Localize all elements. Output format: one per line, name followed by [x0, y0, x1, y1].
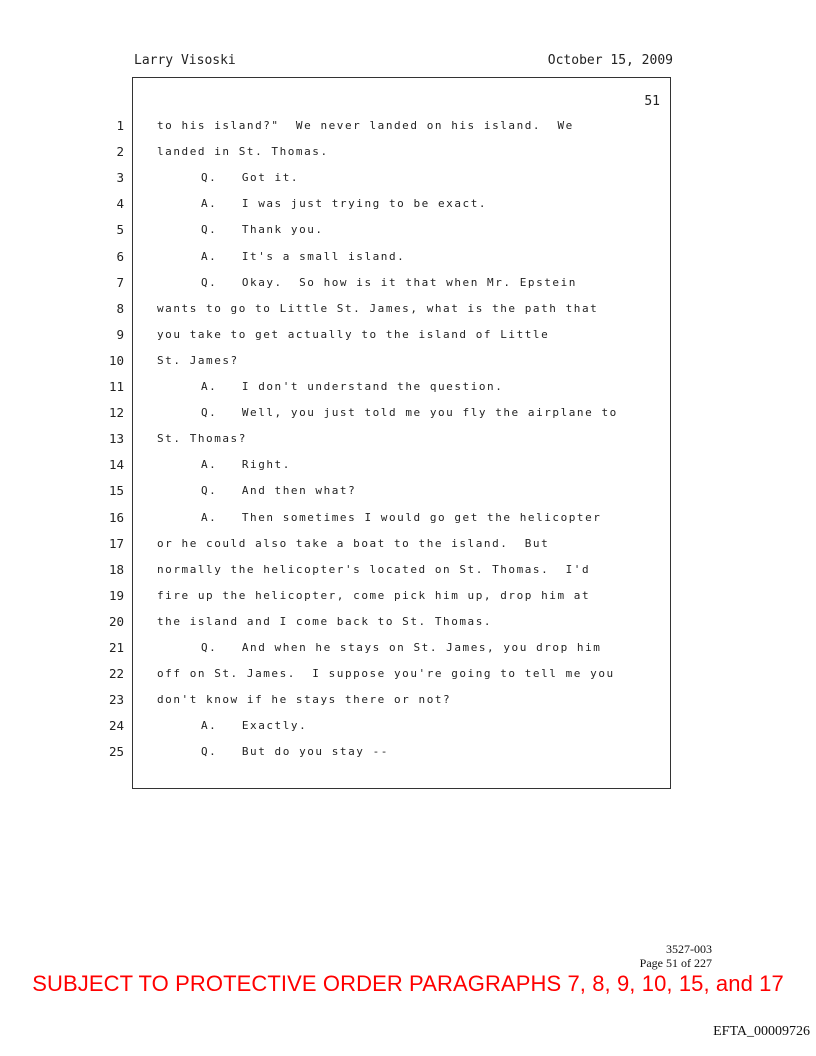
transcript-line-text: to his island?" We never landed on his island. We	[157, 119, 574, 132]
line-number: 22	[108, 666, 124, 681]
line-number: 12	[108, 405, 124, 420]
protective-order-notice: SUBJECT TO PROTECTIVE ORDER PARAGRAPHS 7, 8, 9, 10, 15, and 17	[32, 971, 784, 996]
line-number: 25	[108, 744, 124, 759]
line-number: 3	[116, 170, 124, 185]
bates-number: EFTA_00009726	[713, 1024, 810, 1039]
transcript-line-text: normally the helicopter's located on St. Thomas. I'd	[157, 563, 591, 576]
transcript-line-text: Q. But do you stay --	[201, 745, 389, 758]
line-number: 19	[108, 588, 124, 603]
page-of-count: Page 51 of 227	[639, 956, 712, 970]
transcript-line-text: Q. Thank you.	[201, 223, 324, 236]
case-number: 3527-003	[666, 942, 712, 956]
deposition-date: October 15, 2009	[547, 53, 673, 68]
transcript-line-text: don't know if he stays there or not?	[157, 693, 452, 706]
transcript-line-text: wants to go to Little St. James, what is the path that	[157, 302, 599, 315]
transcript-line-text: the island and I come back to St. Thomas.	[157, 615, 493, 628]
transcript-line-text: A. Exactly.	[201, 719, 308, 732]
line-number: 20	[108, 614, 124, 629]
line-number: 24	[108, 718, 124, 733]
line-number: 11	[108, 379, 124, 394]
line-number: 14	[108, 457, 124, 472]
line-number: 16	[108, 510, 124, 525]
transcript-line-text: fire up the helicopter, come pick him up, drop him at	[157, 589, 591, 602]
line-number: 8	[116, 301, 124, 316]
transcript-line-text: Q. Well, you just told me you fly the airplane to	[201, 406, 618, 419]
footer-reference	[640, 942, 712, 970]
transcript-line-text: Q. And then what?	[201, 484, 357, 497]
line-number: 9	[116, 327, 124, 342]
transcript-page-number: 51	[644, 94, 660, 109]
transcript-line-text: Q. Okay. So how is it that when Mr. Epstein	[201, 276, 577, 289]
line-number: 7	[116, 275, 124, 290]
line-number: 15	[108, 483, 124, 498]
transcript-line-text: St. James?	[157, 354, 239, 367]
transcript-line-text: or he could also take a boat to the island. But	[157, 537, 550, 550]
line-number: 13	[108, 431, 124, 446]
transcript-line-text: Q. Got it.	[201, 171, 300, 184]
line-number: 10	[108, 353, 124, 368]
transcript-line-text: A. Then sometimes I would go get the helicopter	[201, 511, 602, 524]
transcript-line-text: A. I was just trying to be exact.	[201, 197, 488, 210]
line-number: 21	[108, 640, 124, 655]
line-number: 23	[108, 692, 124, 707]
line-number: 1	[116, 118, 124, 133]
line-number: 4	[116, 196, 124, 211]
transcript-line-text: off on St. James. I suppose you're going to tell me you	[157, 667, 615, 680]
transcript-line-text: you take to get actually to the island of Little	[157, 328, 550, 341]
transcript-line-text: A. It's a small island.	[201, 250, 406, 263]
transcript-line-text: A. Right.	[201, 458, 291, 471]
witness-name: Larry Visoski	[134, 53, 236, 68]
line-number: 18	[108, 562, 124, 577]
line-number: 5	[116, 222, 124, 237]
transcript-line-text: A. I don't understand the question.	[201, 380, 504, 393]
line-number: 17	[108, 536, 124, 551]
transcript-line-text: Q. And when he stays on St. James, you drop him	[201, 641, 602, 654]
line-number: 6	[116, 249, 124, 264]
transcript-line-text: landed in St. Thomas.	[157, 145, 329, 158]
line-number: 2	[116, 144, 124, 159]
transcript-line-text: St. Thomas?	[157, 432, 247, 445]
